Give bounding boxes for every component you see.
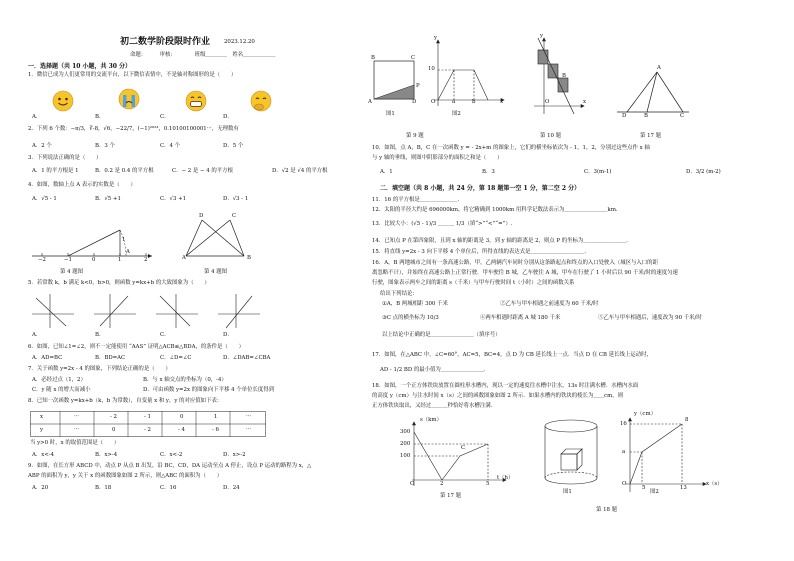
- q7-opt-b[interactable]: B．与 x 轴交点的坐标为（0，-4）: [143, 377, 227, 383]
- fig17b-xtick: O: [410, 481, 415, 487]
- q15: 15．将直线 y=2x - 3 向下平移 4 个单位后，所得直线的表达式是＿＿＿＿＿＿＿＿＿＿．: [372, 249, 590, 255]
- q7-stem: 7．关于函数 y=2x - 4 的图象，下列结论正确的是（ ）: [28, 366, 171, 372]
- q13: 13．比较大小：(√5 - 1)/3 ＿＿＿ 1/3（填“>”“<”“=”）.: [372, 221, 513, 227]
- fig9-label: B: [371, 55, 375, 61]
- q16-conclusion-4: ④两车相遇时距离 A 城 180 千米: [480, 315, 561, 321]
- q3-opt-a[interactable]: A．1 的平方根是 1: [32, 168, 79, 174]
- tick-2: 2: [144, 257, 148, 263]
- q3-stem: 3．下列说法正确的是（ ）: [28, 155, 102, 161]
- fig17a-label: D: [622, 113, 627, 119]
- q6-opt-a[interactable]: A．AD=BC: [32, 355, 63, 361]
- q9-stem-line1: 9．如图，在长方形 ABCD 中，动点 P 从点 B 出发，沿 BC，CD，DA 运动至点 A 停止，设点 P 运动的路程为 x，△: [28, 463, 312, 469]
- q4-opt-d[interactable]: D．√3 - 1: [223, 196, 249, 202]
- q8-cell: - 6: [212, 427, 219, 433]
- q8-cell: x: [40, 414, 44, 420]
- q8-cell: ···: [74, 414, 80, 420]
- fig17b-caption: 第 17 题: [440, 493, 462, 499]
- q1-opt-d[interactable]: D．: [223, 114, 233, 120]
- tick-1: 1: [118, 257, 122, 263]
- q17-line2: AD - 1/2 BD 的最小值为＿＿＿＿＿＿＿＿．: [380, 367, 490, 373]
- q6-opt-c[interactable]: C．∠D=∠C: [160, 355, 192, 361]
- q5-opt-a[interactable]: A．: [32, 332, 42, 338]
- fig17b-xlabel: t（h）: [497, 475, 514, 481]
- fig9-label: b: [472, 99, 476, 105]
- fig4a-caption: 第 4 题图: [60, 269, 84, 275]
- q3-opt-b[interactable]: B．0.2 是 0.4 的平方根: [95, 168, 154, 174]
- fig18-label: 16: [620, 421, 627, 427]
- fig9-label: P: [416, 83, 420, 89]
- fig17b-ylabel: s（km）: [420, 417, 442, 423]
- fig4-triangles: [178, 214, 252, 262]
- q8-cell: ···: [246, 427, 252, 433]
- fig18-label: 13: [680, 485, 687, 491]
- q5-opt-b[interactable]: B．: [95, 332, 105, 338]
- crying-emoji-icon: [118, 88, 140, 110]
- grinning-emoji-icon: [185, 90, 207, 112]
- fig9-label: a: [452, 99, 456, 105]
- q16-conclusion-2: ②乙车与甲车相遇之前速度为 60 千米/时: [500, 301, 599, 307]
- q5-opt-d[interactable]: D．: [223, 332, 233, 338]
- fig18-caption: 第 18 题: [596, 507, 618, 513]
- fig17-triangle: [615, 60, 693, 118]
- fig9-label: y: [434, 35, 438, 41]
- fig17a-label: A: [657, 65, 661, 71]
- tick-0: 0: [92, 257, 96, 263]
- q16-conclusion-3: ③C 点的横坐标为 10/3: [382, 315, 439, 321]
- q7-opt-d[interactable]: D．可由函数 y=2x 的图象向下平移 4 个单位长度得到: [143, 387, 275, 393]
- q3-opt-d[interactable]: D．√2 是 √4 的平方根: [272, 168, 328, 174]
- q2-opt-b[interactable]: B．3 个: [95, 143, 115, 149]
- q1-opt-c[interactable]: C．: [160, 114, 170, 120]
- q8-stem: 8．已知一次函数 y=kx+b（k，b 为常数），自变量 x 和 y，y 的对应值如下表：: [28, 398, 223, 404]
- fig18-fig2-label: 图2: [650, 489, 659, 495]
- fig9-caption: 第 9 题: [406, 133, 424, 139]
- q7-opt-a[interactable]: A．必经过点（1，2）: [32, 377, 86, 383]
- q6-opt-d[interactable]: D．∠DAB=∠CBA: [223, 355, 271, 361]
- q7-opt-c[interactable]: C．y 随 x 的增大而减小: [32, 387, 91, 393]
- q16-line3: 行驶，图象表示两车之间的距离 s（千米）与甲车行驶时间 t（小时）之间的函数关系: [372, 280, 575, 286]
- fig9-area-graph: [428, 36, 508, 110]
- q1-opt-a[interactable]: A．: [32, 114, 42, 120]
- q8-cell: ···: [74, 427, 80, 433]
- fig18-label: x（s）: [706, 481, 723, 487]
- q12: 12．太阳的半径大约是 696000km，将它精确到 1000km 用科学记数法表示为＿＿＿＿＿＿＿＿km.: [372, 207, 618, 213]
- q6-opt-b[interactable]: B．BD=AC: [95, 355, 126, 361]
- q9-opt-a[interactable]: A．20: [32, 485, 49, 491]
- q9-opt-c[interactable]: C．16: [160, 485, 177, 491]
- date: 2023.12.20: [224, 39, 255, 45]
- tick-neg1: −1: [64, 257, 72, 263]
- q2-opt-d[interactable]: D．5 个: [223, 143, 244, 149]
- q8-cell: 0: [180, 414, 184, 420]
- fig9-rectangle: [370, 55, 420, 105]
- fig4b-label-c: C: [232, 213, 237, 219]
- q5-stem: 5．若常数 k，b 满足 k<0，b>0，则函数 y=kx+b 的大致图象为（ ）: [28, 280, 210, 286]
- q5-opt-c[interactable]: C．: [160, 332, 170, 338]
- fig17b-ytick: 100: [400, 453, 411, 459]
- fig17b-point-c: C: [461, 445, 466, 451]
- q8-opt-c[interactable]: C．x<-2: [160, 452, 183, 458]
- fig9-fig2-label: 图2: [452, 111, 461, 117]
- q8-cell: y: [40, 427, 44, 433]
- fig9-label: A: [368, 99, 372, 105]
- q10-opt-b[interactable]: B．3: [482, 169, 495, 175]
- q5-option-graphs: [30, 292, 270, 330]
- fig4-point-a: A: [126, 249, 130, 255]
- q18-line2: 的高度 y（cm）与注水时间 x（s）之间的函数图象如图 2 所示．如果水槽内的铁块的棱长为＿＿cm，则: [372, 393, 624, 399]
- q17-line1: 17．如图，在△ABC 中，∠C=60°，AC=5，BC=4，点 D 为 CB 延长线上一点．当点 D 在 CB 延长线上运动时，: [372, 352, 652, 358]
- fig10-label: B: [562, 73, 566, 79]
- fig9-label: 10: [428, 66, 435, 72]
- q8-opt-d[interactable]: D．x>-2: [223, 452, 246, 458]
- q10-stem-line2: 与 y 轴的垂线，则图中阴影部分的面积之和是（ ）: [372, 155, 503, 161]
- q18-line3: 正方体铁块取出，又经过＿＿＿秒恰好将水槽注满．: [372, 403, 496, 409]
- q1-opt-b[interactable]: B．: [95, 114, 105, 120]
- fig18-label: 8: [685, 417, 689, 423]
- q3-opt-c[interactable]: C．− 2 是 − 4 的平方根: [172, 168, 233, 174]
- q8-cell: - 4: [178, 427, 185, 433]
- fig4b-caption: 第 4 题图: [204, 269, 228, 275]
- fig9-label: D: [412, 99, 417, 105]
- q10-stem-line1: 10．如图，点 A，B，C 在一次函数 y = - 2x+m 的图象上，它们的横坐标依次为 - 1，1，2，分别过这些点作 x 轴: [372, 145, 650, 151]
- q8-opt-a[interactable]: A．x<-4: [32, 452, 55, 458]
- fig17b-xtick: 5: [486, 481, 490, 487]
- q16-conclusion-5: ⑤乙车与甲车相遇后，速度改为 90 千米/时: [598, 315, 702, 321]
- q16-line5: 以上结论中正确的是＿＿＿＿＿＿＿＿（填序号）: [382, 332, 501, 338]
- fig10-shaded-line-graph: [530, 34, 586, 116]
- thinking-emoji-icon: [250, 90, 272, 112]
- q10-opt-c[interactable]: C．3(m-1): [584, 169, 612, 175]
- q9-opt-b[interactable]: B．18: [95, 485, 112, 491]
- fig18-label: 5: [642, 485, 646, 491]
- fig10-label: y: [540, 33, 544, 39]
- fig17a-caption: 第 17 题: [640, 133, 662, 139]
- q2-opt-c[interactable]: C．4 个: [160, 143, 181, 149]
- q8-cell: 1: [214, 414, 218, 420]
- q1-stem: 1．微信已成为人们更常用的交流平台，以下微信表情中，不是轴对称图形的是（ ）: [28, 72, 237, 78]
- fig4b-label-b: B: [247, 255, 251, 261]
- fig10-caption: 第 10 题: [540, 133, 562, 139]
- q4-opt-b[interactable]: B．√5 +1: [95, 196, 121, 202]
- q10-opt-d[interactable]: D．3/2 (m-2): [686, 169, 721, 175]
- section-fill-heading: 二．填空题（共 8 小题，共 24 分，第 18 题第一空 1 分，第二空 2 分）: [380, 185, 581, 192]
- fig4b-label-a: A: [182, 255, 186, 261]
- q4-opt-a[interactable]: A．√5 - 1: [32, 196, 57, 202]
- q8-cell: - 2: [110, 414, 117, 420]
- header-fields: 命题： 审核： 班级＿＿＿＿ 姓名＿＿＿＿＿＿: [130, 52, 276, 58]
- q16-line1: 16．A，B 两地城市之间有一条高速公路，甲，乙两辆汽车同时分别从这条路起点和终点的入口处驶入（城区与入口的距: [372, 260, 658, 266]
- fig9-label: O: [431, 99, 436, 105]
- q18-line1: 18．如图，一个正方体铁块放置在圆柱形水槽内，现以一定的速度往水槽中注水，13s 时注满水槽．水槽内水面: [372, 383, 639, 389]
- fig18-label: O: [622, 481, 627, 487]
- fig17a-label: B: [644, 113, 648, 119]
- q11: 11．16 的平方根是＿＿＿＿＿＿＿．: [372, 197, 463, 203]
- q2-opt-a[interactable]: A．2 个: [32, 143, 52, 149]
- fig17a-label: C: [680, 113, 685, 119]
- fig17b-ytick: 200: [400, 441, 411, 447]
- fig18-label: y（cm）: [634, 411, 656, 417]
- q14: 14．已知点 P 在第四象限，且到 x 轴的距离是 3，到 y 轴的距离是 2，则点 P 的坐标为＿＿＿＿＿＿＿＿．: [372, 238, 632, 244]
- q8-cell: - 1: [144, 414, 151, 420]
- fig9-fig1-label: 图1: [386, 111, 395, 117]
- fig10-label: O: [545, 99, 550, 105]
- q8-cell: 0: [112, 427, 116, 433]
- fig4b-label-d: D: [199, 213, 204, 219]
- q16-conclusion-1: ①A，B 两城相距 300 千米: [382, 301, 448, 307]
- fig9-label: x: [500, 99, 504, 105]
- fig18-height-time-graph: [618, 411, 710, 498]
- q8-tail: 当 y>0 时，x 的取值范围是（ ）: [30, 440, 120, 446]
- fig4-one-label: 1: [122, 237, 126, 243]
- fig18-cylinder-tank: [540, 418, 602, 488]
- q10-opt-a[interactable]: A．1: [380, 169, 393, 175]
- fig17b-ytick: 300: [400, 429, 411, 435]
- fig10-label: x: [583, 99, 587, 105]
- q4-stem: 4．如图，数轴上点 A 表示的实数是（ ）: [28, 182, 136, 188]
- section-choice-heading: 一．选择题（共 10 小题，共 30 分）: [28, 63, 132, 70]
- q9-stem-line2: ABP 的面积为 y，y 关于 x 的函数图象如图 2 所示，则△ABC 的面积为（ ）: [28, 473, 223, 479]
- q8-opt-b[interactable]: B．x>-4: [95, 452, 118, 458]
- q16-line4: 给出下列结论：: [380, 291, 418, 297]
- q4-opt-c[interactable]: C．√3 +1: [160, 196, 187, 202]
- q6-stem: 6．如图，已知∠1=∠2，则不一定能使用 “AAS” 证明△ACB≌△BDA，的条件是（ ）: [28, 344, 244, 350]
- q2-stem: 2．下列 6 个数：−π/3，∛-8，√6，−22/7，(−1)²⁰²³，0.10100100001···，无理数有: [28, 126, 239, 132]
- page-title: 初二数学阶段限时作业: [120, 37, 211, 47]
- fig17b-xtick: 2: [440, 481, 444, 487]
- q16-line2: 离忽略不计），并始终在高速公路上正常行驶．甲车驶往 B 城，乙车驶往 A 城，甲车在行驶了 1 小时后以 90 千米/时的速度匀速: [372, 270, 678, 276]
- fig9-label: C: [411, 55, 416, 61]
- fig18-fig1-label: 图1: [563, 489, 572, 495]
- q8-cell: - 2: [144, 427, 151, 433]
- tick-neg2: −2: [38, 257, 46, 263]
- smile-emoji-icon: [52, 90, 74, 112]
- q9-opt-d[interactable]: D．24: [223, 485, 240, 491]
- q8-cell: ···: [246, 414, 252, 420]
- fig18-label: a: [622, 449, 626, 455]
